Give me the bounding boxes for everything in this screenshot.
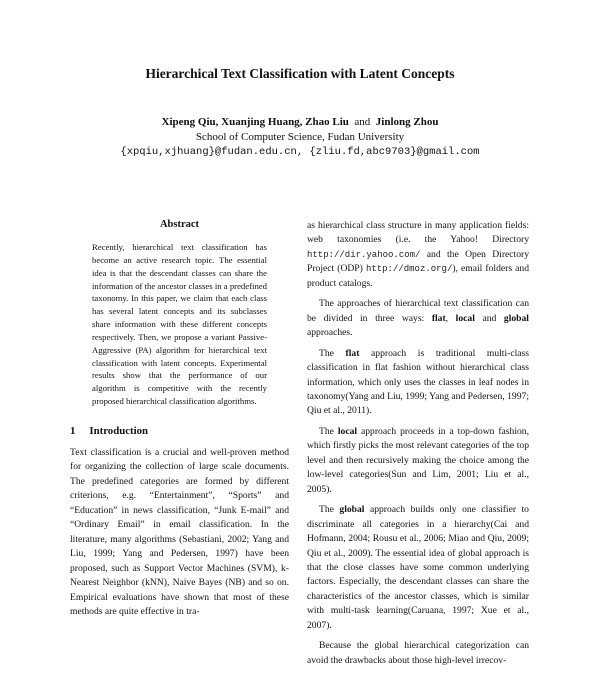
section-title: Introduction [89,425,149,437]
authors-main: Xipeng Qiu, Xuanjing Huang, Zhao Liu [161,116,349,128]
paragraph-approaches: The approaches of hierarchical text classification can be divided in three ways: flat, local and global approaches. [307,298,529,339]
paragraph-because: Because the global hierarchical categorization can avoid the drawbacks about those high-level irrecov- [307,640,529,666]
abstract-heading: Abstract [159,219,200,230]
paragraph-local: The local approach proceeds in a top-down fashion, which firstly picks the most relevant categories of the top level and then recursively making the choice among the low-level categories(Sun and Lim, 2001; Liu et al., 2005). [307,425,529,495]
introduction-body: Text classification is a crucial and well-proven method for organizing the collection of large scale documents. The predefined categories are formed by different criterions, e.g. “Entertainment”, “Sports” and “Education” in news classification, “Junk E-mail” and “Ordinary Email” in email classification. In the literature, many algorithms (Sebastiani, 2002; Yang and Liu, 1999; Yang and Pedersen, 1997) have been proposed, such as Support Vector Machines (SVM), k-Nearest Neighbor (kNN), Naive Bayes (NB) and so on. Empirical evaluations have shown that most of these methods are quite effective in tra- [70,447,289,617]
author-list [0,116,600,128]
affiliation: School of Computer Science, Fudan University [195,131,405,143]
yahoo-url: http://dir.yahoo.com/ [307,249,421,260]
paragraph-global: The global approach builds only one classifier to discriminate all categories in a hierarchy(Cai and Hofmann, 2004; Rousu et al., 2006; Miao and Qiu, 2009; Qiu et al., 2009). The essential idea of global approach is that the close classes have some common underlying factors. Especially, the descendant classes can share the characteristics of the ancestor classes, which is similar with multi-task learning(Caruana, 1997; Xue et al., 2007). [307,504,529,631]
dmoz-url: http://dmoz.org/ [365,264,453,275]
right-column [307,219,529,674]
paper-title: Hierarchical Text Classification with Latent Concepts [145,66,455,81]
section-heading-introduction [70,425,148,437]
author-emails: {xpqiu,xjhuang}@fudan.edu.cn, {zliu.fd,abc9703}@gmail.com [120,146,480,158]
paragraph-continuation: as hierarchical class structure in many application fields: web taxonomies (i.e. the Yahoo! Directory http://dir.yahoo.com/ and the Open Directory Project (ODP) http://dmoz.org/), email folders and product catalogs. [307,220,530,289]
authors-and: and [354,116,371,128]
abstract-body: Recently, hierarchical text classification has become an active research topic. The essential idea is that the descendant classes can share the information of the ancestor classes in a predefined taxonomy. In this paper, we claim that each class has several latent concepts and its subclasses share information with these different concepts respectively. Then, we propose a variant Passive-Aggressive (PA) algorithm for hierarchical text classification with latent concepts. Experimental results show that the performance of our algorithm is competitive with the recently proposed hierarchical classification algorithms. [92,242,267,407]
section-number: 1 [70,425,76,437]
paragraph-flat: The flat approach is traditional multi-class classification in flat fashion without hierarchical class information, which only uses the classes in leaf nodes in taxonomy(Yang and Liu, 1999; Yang and Pedersen, 1997; Qiu et al., 2011). [307,347,529,417]
authors-last: Jinlong Zhou [375,116,439,128]
